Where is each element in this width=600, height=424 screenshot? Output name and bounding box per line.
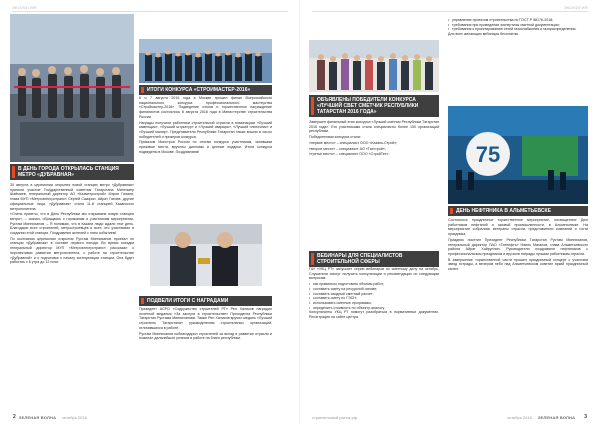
right-header-rule [312,11,588,12]
awards-paragraph: Рустам Минниханов поблагодарил строителей за вклад в развитие отрасли и пожелал дальнейших успехов в работе на благо республики. [139,331,272,341]
left-footer [10,414,87,420]
list-item: • требования при проведении экспертизы сметной документации; [448,23,588,28]
webinar-paragraph: ГАУ «УКЦ РТ» запускает серию вебинаров по сметному делу на октябрь. Слушатели смогут получить консультации и рекомендации по следующим вопросам: [309,267,439,281]
neftechim-headline: ДЕНЬ НЕФТЯНИКА В АЛЬМЕТЬЕВСКЕ [448,206,588,216]
winners-headline: ОБЪЯВЛЕНЫ ПОБЕДИТЕЛИ КОНКУРСА «ЛУЧШИЙ СВЕТ СМЕТЧИК РЕСПУБЛИКИ ТАТАРСТАН 2016 ГОДА» [309,95,439,117]
svg-text:75: 75 [475,142,501,167]
list-item: • составить смету на ресурсной основе; [309,287,439,292]
winners-article-body [309,120,439,246]
metro-headline: В ДЕНЬ ГОРОДА ОТКРЫЛАСЬ СТАНЦИЯ МЕТРО «ДУБРАВНАЯ» [10,164,134,180]
list-item: • составить смету по ГЭСН; [309,296,439,301]
right-page [300,0,600,424]
contest-paragraph: Награды получили работники строительной отрасли в номинациях «Лучший каменщик», «Лучший штукатур» и «Лучший сварщик», «Лучший плиточник» и «Лучший маляр». Представители Республики Татарстан также вошли в число победителей и призеров конкурса. [139,120,272,139]
left-journal-name: ЗЕЛЕНАЯ ВОЛНА [18,414,57,420]
contest-paragraph: 6 и 7 августа 2016 года в Москве прошел финал Всероссийского национального конкурса профессионального мастерства «Строймастер-2016». Подведение итогов и торжественное награждение финалистов состоялось 8 августа 2016 года в Министерстве строительства России. [139,96,272,119]
webinar-continued-tail: Для всех желающих вебинары бесплатны. [448,32,520,37]
neftechim-article-body [448,218,588,407]
right-issue-date: октябрь 2016 [507,414,532,420]
contest-headline: ИТОГИ КОНКУРСА «СТРОИМАСТЕР-2016» [139,85,272,95]
list-item: • определить стоимость по объекту-аналогу. [309,306,439,311]
neftechim-photo [448,106,588,204]
awards-paragraph: Президент АСРО «Содружество строителей РТ» Рен Халиков наградил почетной медалью «За заслуги в строительстве» Президента Республики Татарстан Рустама Минниханова. Также Рен Халиков вручил медаль «Лучший строитель Татарстана» руководителям строительных организаций, отличившихся в работе. [139,307,272,330]
metro-paragraph: «Очень приятно, что в День Республики мы открываем новую станцию метро», – сказал, обращаясь к горожанам и участникам мероприятия, Рустам Минниханов. – Я понимаю, что в Казани люди ждали этот день. Благодарю всех строителей, метростроевцев и всех, кто участвовал в создании этой станции. Поздравляю жителей с этим событием! [10,212,134,236]
neftechim-paragraph: В завершение торжественной части прошел праздничный концерт с участием звезд эстрады, а вечером небо над Альметьевском осветил яркий праздничный салют. [448,257,588,272]
site-address: строительный рынок.рф [312,415,358,420]
awards-article-body [139,307,272,407]
left-header-rule [12,11,288,12]
contest-photo [139,39,272,83]
winners-paragraph: «первое место» – специалист ООО «Казань-Строй»; [309,140,398,145]
left-page-number: 2 [13,414,16,420]
list-item: • как правильно подготовить объемы работ; [309,282,439,287]
webinar-article-body [309,267,439,407]
right-footer-left [312,415,361,420]
list-item: • использовать сметные программы; [309,301,439,306]
metro-paragraph: По окончании церемонии открытия Рустам Минниханов проехал по станции «Дубравная» в составе первого поезда. Во время поездки генеральный директор МУП «Метроэлектротранс» рассказал о перспективах развития метрополитена, о работе на строительстве «Дубравной» и о подготовке к началу эксплуатации станции. Она будет работать с 6 утра до 12 ночи. [10,236,134,265]
webinar-topics-list [309,282,439,310]
list-item: • составить сводный сметный расчет; [309,292,439,297]
metro-paragraph: 30 августа в церемонии открытия новой станции метро «Дубравная» приняли участие Государственный советник Татарстана Минтимер Шаймиев, генеральный директор АО «Казметрострой» Марат Галиев, глава МУП «Метроэлектротранс» Сергей Сакирин, Айрат Гатиев, другие официальные лица. «Дубравная» стала 11-й станцией Казанского метрополитена. [10,183,134,211]
neftechim-paragraph: Праздник посетил Президент Республики Татарстан Рустам Минниханов, генеральный директор ПАО «Татнефть» Наиль Маганов, глава Альметьевского района Айрат Хайруллин. Руководители поздравили нефтяников с профессиональным праздником и вручили награды лучшим работникам отрасли. [448,237,588,256]
winners-paragraph: «третье место» – специалист ООО «СтройТех». [309,152,390,157]
metro-opening-photo [10,14,134,162]
webinar-headline: ВЕБИНАРЫ ДЛЯ СПЕЦИАЛИСТОВ СТРОИТЕЛЬНОЙ СФЕРЫ [309,251,439,267]
right-running-head: ЭКОЛОГИЯ [563,5,588,10]
winners-photo [309,40,439,92]
winners-paragraph: Завершен финальный этап конкурса «Лучший сметчик Республики Татарстан 2016 года». Его участниками стали специалисты более 150 организаций республики. [309,120,439,134]
winners-paragraph: Победителями конкурса стали: [309,135,361,140]
awards-photo [150,224,262,286]
webinar-topics-list-continued [448,18,588,32]
left-issue-date: октябрь 2016 [62,414,87,420]
winners-paragraph: «второе место» – специалист АО «Татстрой»; [309,146,386,151]
webinar-tail: Консультанты УКЦ РТ помогут разобраться в нормативных документах. Регистрация на сайте центра. [309,310,439,320]
right-footer [507,414,590,420]
left-running-head: ЭКОЛОГИЯ [12,5,37,10]
list-item: • требования к проектированию сетей газоснабжения и газораспределения. [448,27,588,32]
webinar-continued [448,18,588,102]
contest-article-body [139,96,272,222]
neftechim-paragraph: Состоялось праздничное торжественное мероприятие, посвященное Дню работников нефтяной и газовой промышленности, в Альметьевске. На мероприятие собрались ветераны отрасли, представители компаний и гости праздника. [448,218,588,237]
contest-paragraph: Приказом Минстроя России по итогам конкурса участникам, занявшим призовые места, вручены дипломы и ценные подарки. Итоги конкурса подведены в Москве. Поздравляем! [139,140,272,154]
list-item: • управление проектом строительства по ГОСТ Р 58176-2018; [448,18,588,23]
awards-headline: ПОДВЕЛИ ИТОГИ С НАГРАДАМИ [139,296,272,306]
metro-article-body [10,183,134,407]
right-journal-name: ЗЕЛЕНАЯ ВОЛНА [537,414,576,420]
right-page-number: 3 [584,414,587,420]
